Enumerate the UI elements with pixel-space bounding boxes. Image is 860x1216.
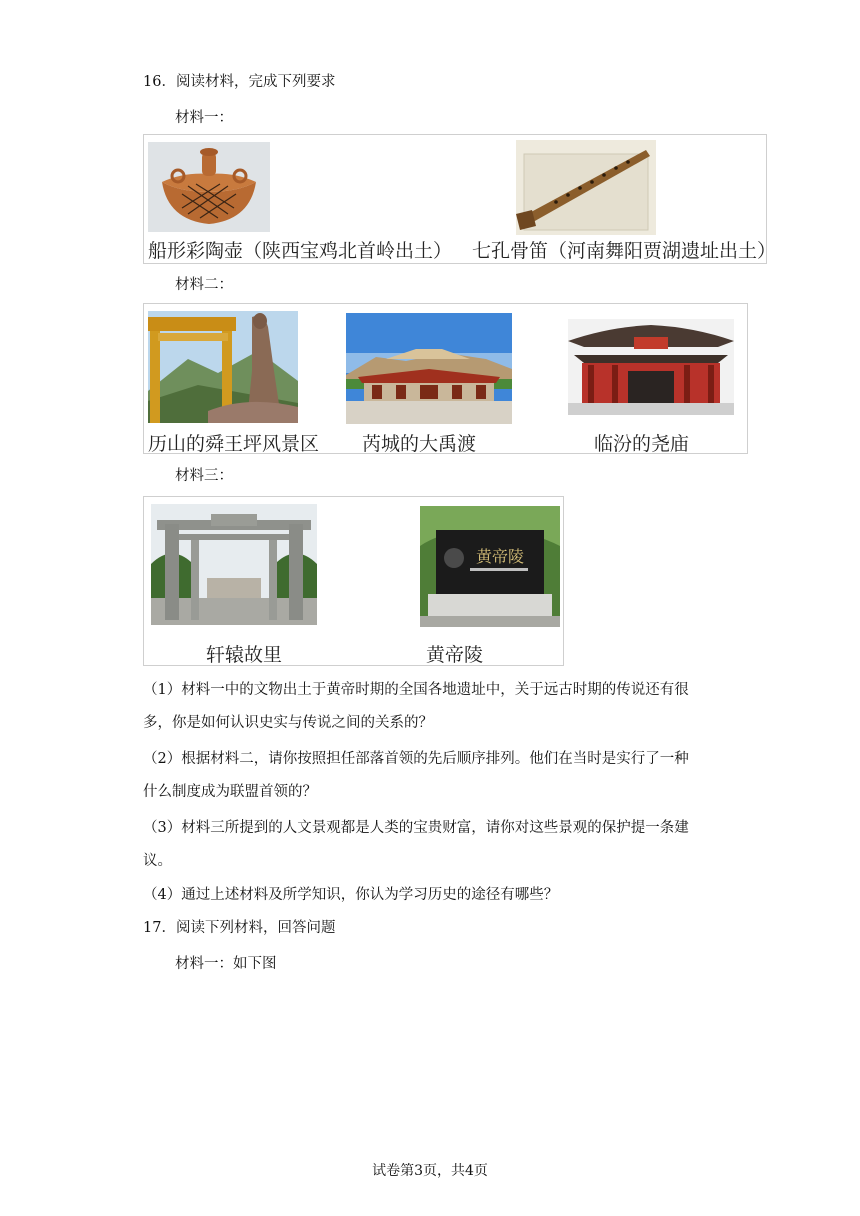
yao-temple-caption: 临汾的尧庙	[594, 433, 690, 455]
question-16-1-line-2: 多，你是如何认识史实与传说之间的关系的？	[143, 715, 433, 731]
question-16-3-line-1: （3）材料三所提到的人文景观都是人类的宝贵财富，请你对这些景观的保护提一条建	[143, 820, 689, 836]
question-17-title: 17．阅读下列材料，回答问题	[143, 920, 336, 936]
shunwangping-caption: 历山的舜王坪风景区	[148, 433, 320, 455]
question-16-title: 16．阅读材料，完成下列要求	[143, 74, 336, 90]
material-2-label: 材料二：	[175, 277, 233, 293]
xuanyuan-hometown-photo	[151, 504, 317, 625]
question-16-2-line-2: 什么制度成为联盟首领的？	[143, 784, 317, 800]
question-16-3-line-2: 议。	[143, 853, 172, 869]
huangdi-mausoleum-caption: 黄帝陵	[426, 644, 484, 666]
question-16-4: （4）通过上述材料及所学知识，你认为学习历史的途径有哪些？	[143, 887, 559, 903]
xuanyuan-hometown-caption: 轩辕故里	[206, 644, 283, 666]
material-1-label: 材料一：	[175, 110, 233, 126]
bone-flute-caption: 七孔骨笛（河南舞阳贾湖遗址出土）	[472, 240, 777, 262]
shunwangping-scenic-area-photo	[148, 311, 298, 423]
material-3-label: 材料三：	[175, 468, 233, 484]
huangdi-mausoleum-sign-text: 黄帝陵	[475, 547, 525, 566]
material-2-figure	[143, 303, 748, 454]
question-16-1-line-1: （1）材料一中的文物出土于黄帝时期的全国各地遗址中，关于远古时期的传说还有很	[143, 682, 689, 698]
question-16-2-line-1: （2）根据材料二，请你按照担任部落首领的先后顺序排列。他们在当时是实行了一种	[143, 751, 689, 767]
huangdi-mausoleum-photo	[420, 506, 560, 627]
material-1-figure	[143, 134, 777, 264]
pottery-pot-caption: 船形彩陶壶（陕西宝鸡北首岭出土）	[148, 240, 453, 262]
page-footer: 试卷第3页，共4页	[372, 1163, 488, 1179]
dayu-ferry-photo	[346, 313, 512, 424]
boat-shaped-pottery-pot-photo	[148, 142, 270, 232]
material-3-figure	[143, 496, 564, 666]
question-17-material-1-label: 材料一：如下图	[175, 956, 277, 972]
yao-temple-photo	[568, 319, 734, 415]
seven-hole-bone-flute-photo	[516, 140, 656, 235]
dayu-ferry-caption: 芮城的大禹渡	[362, 433, 477, 455]
